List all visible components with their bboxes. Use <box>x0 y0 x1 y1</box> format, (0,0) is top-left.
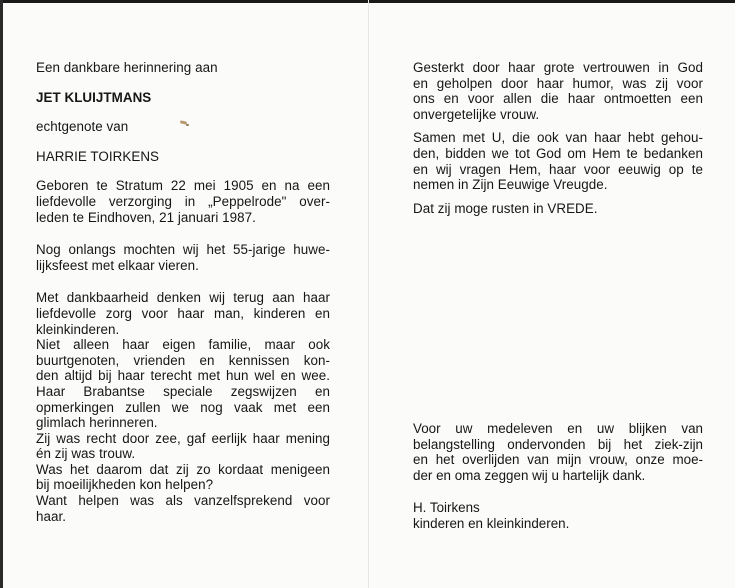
spouse-intro: echtgenote van <box>36 119 129 135</box>
prayer-line-1: Samen met U, die ook van haar hebt gehou- <box>413 130 703 146</box>
spouse-name: HARRIE TOIRKENS <box>36 148 160 164</box>
intro-line: Een dankbare herinnering aan <box>36 60 218 75</box>
memory-line-9: glimlach herinneren. <box>36 415 158 431</box>
memory-line-3: kleinkinderen. <box>36 321 120 337</box>
faith-line-2: en geholpen door haar humor, was zij voor <box>413 75 703 91</box>
memory-line-12: Was het daarom dat zij zo kordaat menigeen <box>36 461 330 477</box>
card-fold <box>368 0 369 588</box>
memory-line-13: bij moeilijkheden kon helpen? <box>36 477 214 493</box>
prayer-line-3: en wij vragen Hem, haar voor eeuwig op te <box>413 161 703 177</box>
spacer <box>36 164 330 178</box>
faith-line-1: Gesterkt door haar grote vertrouwen in God <box>413 60 703 75</box>
left-page <box>36 60 330 524</box>
memory-line-10: Zij was recht door zee, gaf eerlijk haar mening <box>36 430 330 446</box>
thanks-section <box>413 421 703 532</box>
prayer-line-2: den, bidden we tot God om Hem te bedanken <box>413 145 703 161</box>
thanks-line-1: Voor uw medeleven en uw blijken van <box>413 421 703 436</box>
spacer <box>36 76 330 90</box>
birth-line-1: Geboren te Stratum 22 mei 1905 en na een <box>36 178 330 194</box>
birth-line-2: liefdevolle verzorging in „Peppelrode" over- <box>36 193 330 209</box>
family-line: kinderen en kleinkinderen. <box>413 515 570 531</box>
faith-line-4: onvergetelijke vrouw. <box>413 106 540 122</box>
memory-line-4: Niet alleen haar eigen familie, maar ook <box>36 337 330 353</box>
memory-line-8: opmerkingen zullen we nog vaak met een <box>36 399 330 415</box>
spacer <box>36 273 330 290</box>
memory-line-14: Want helpen was als vanzelfsprekend voor <box>36 493 330 509</box>
memory-line-1: Met dankbaarheid denken wij terug aan haar <box>36 290 330 306</box>
birth-line-3: leden te Eindhoven, 21 januari 1987. <box>36 209 256 225</box>
memory-line-7: Haar Brabantse speciale zegswijzen en <box>36 383 330 399</box>
faith-line-3: ons en voor allen die haar ontmoetten een <box>413 91 703 107</box>
spacer <box>413 483 703 500</box>
memory-line-15: haar. <box>36 508 67 524</box>
spacer <box>36 225 330 242</box>
spacer <box>36 105 330 119</box>
deceased-name: JET KLUIJTMANS <box>36 89 152 105</box>
memory-line-6: den altijd bij haar terecht met hun wel en wee. <box>36 368 330 384</box>
thanks-line-4: der en oma zeggen wij u hartelijk dank. <box>413 467 646 483</box>
spacer <box>413 122 703 130</box>
memory-line-11: én zij was trouw. <box>36 446 136 462</box>
signature: H. Toirkens <box>413 500 480 516</box>
memory-line-5: buurtgenoten, vrienden en kennissen kon- <box>36 352 330 368</box>
right-page <box>413 60 703 216</box>
spacer <box>413 193 703 201</box>
memory-line-2: liefdevolle zorg voor haar man, kinderen en <box>36 305 330 321</box>
thanks-line-3: en het overlijden van mijn vrouw, onze moe- <box>413 452 703 468</box>
rest-in-peace-line: Dat zij moge rusten in VREDE. <box>413 200 598 216</box>
anniversary-line-2: lijksfeest met elkaar vieren. <box>36 257 199 273</box>
spacer <box>36 135 330 149</box>
thanks-line-2: belangstelling ondervonden bij het ziek-zijn <box>413 436 703 452</box>
anniversary-line-1: Nog onlangs mochten wij het 55-jarige huwe- <box>36 242 330 258</box>
prayer-line-4: nemen in Zijn Eeuwige Vreugde. <box>413 177 608 193</box>
scan-edge-left <box>0 0 3 588</box>
